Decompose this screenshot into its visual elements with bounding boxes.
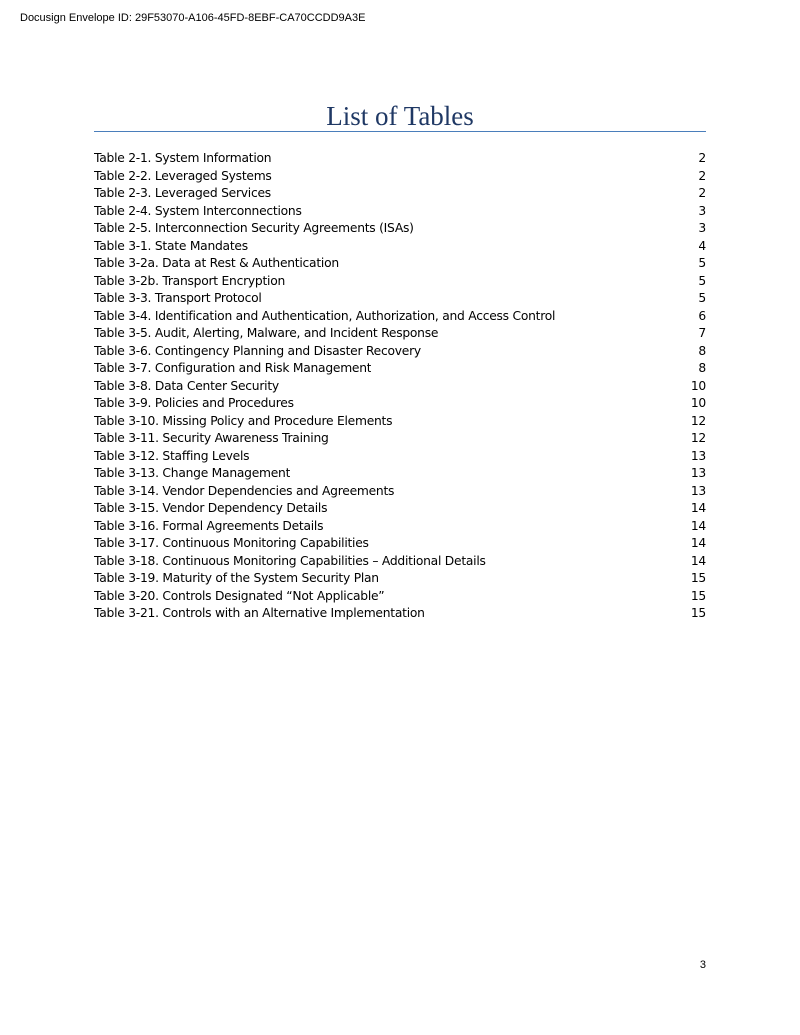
toc-entry[interactable] [94,605,706,623]
toc-entry-page: 13 [690,448,706,463]
toc-entry[interactable] [94,185,706,203]
toc-entry-label: Table 3-16. Formal Agreements Details [94,518,324,533]
toc-entry-label: Table 2-4. System Interconnections [94,203,302,218]
toc-entry[interactable] [94,448,706,466]
toc-entry[interactable] [94,518,706,536]
toc-entry-page: 7 [698,326,706,340]
toc-entry-label: Table 3-4. Identification and Authentication, Authorization, and Access Control [94,308,556,323]
toc-entry-label: Table 3-9. Policies and Procedures [94,396,294,410]
toc-entry-page: 5 [698,256,706,270]
toc-entry-page: 2 [698,151,706,165]
toc-entry[interactable] [94,325,706,343]
toc-entry-page: 15 [690,606,706,620]
toc-entry-label: Table 3-17. Continuous Monitoring Capabilities [94,536,369,550]
toc-entry-page: 15 [690,588,706,603]
toc-entry-page: 4 [698,238,706,253]
toc-entry-label: Table 3-21. Controls with an Alternative Implementation [94,606,425,620]
toc-entry-page: 6 [698,308,706,323]
toc-entry-page: 12 [690,413,706,428]
toc-entry[interactable] [94,413,706,431]
toc-entry-page: 14 [690,501,706,515]
toc-entry-label: Table 3-14. Vendor Dependencies and Agreements [94,483,395,498]
toc-entry-page: 10 [690,396,706,410]
toc-entry-page: 8 [698,343,706,358]
toc-entry-label: Table 3-13. Change Management [94,466,291,480]
toc-entry[interactable] [94,308,706,326]
toc-entry-label: Table 3-2a. Data at Rest & Authentication [94,256,339,270]
toc-entry-label: Table 3-5. Audit, Alerting, Malware, and Incident Response [94,326,439,340]
toc-entry-label: Table 3-3. Transport Protocol [94,291,262,305]
toc-entry-page: 13 [690,483,706,498]
toc-entry-label: Table 3-19. Maturity of the System Security Plan [94,571,379,585]
toc-entry[interactable] [94,588,706,606]
toc-entry[interactable] [94,220,706,238]
toc-entry[interactable] [94,553,706,571]
toc-entry-page: 13 [690,466,706,480]
toc-entry-label: Table 3-8. Data Center Security [94,378,279,393]
toc-entry-label: Table 3-6. Contingency Planning and Disaster Recovery [94,343,421,358]
toc-entry[interactable] [94,273,706,291]
page-number: 3 [699,959,706,971]
toc-entry[interactable] [94,378,706,396]
toc-entry[interactable] [94,290,706,308]
toc-entry[interactable] [94,255,706,273]
toc-entry-page: 5 [698,291,706,305]
toc-entry-page: 2 [698,168,706,183]
toc-entry-label: Table 3-20. Controls Designated “Not Applicable” [94,588,385,603]
toc-entry-label: Table 3-7. Configuration and Risk Management [94,361,372,375]
toc-entry[interactable] [94,360,706,378]
toc-entry-page: 12 [690,431,706,445]
toc-entry-page: 10 [690,378,706,393]
toc-entry-label: Table 2-3. Leveraged Services [94,186,271,200]
toc-entry-page: 3 [698,203,706,218]
page-title: List of Tables [326,101,474,131]
toc-entry-label: Table 3-10. Missing Policy and Procedure Elements [94,413,393,428]
toc-entry-label: Table 3-11. Security Awareness Training [94,431,329,445]
toc-entry-page: 14 [690,536,706,550]
toc-entry-page: 3 [698,221,706,235]
toc-entry-label: Table 2-5. Interconnection Security Agreements (ISAs) [94,221,414,235]
toc-entry[interactable] [94,150,706,168]
list-of-tables [94,150,706,623]
toc-entry[interactable] [94,500,706,518]
title-underline [94,131,706,132]
toc-entry[interactable] [94,483,706,501]
toc-entry[interactable] [94,343,706,361]
toc-entry-label: Table 3-15. Vendor Dependency Details [94,501,328,515]
toc-entry-page: 15 [690,571,706,585]
toc-entry[interactable] [94,238,706,256]
toc-entry-page: 14 [690,553,706,568]
toc-entry-page: 5 [698,273,706,288]
toc-entry-label: Table 2-2. Leveraged Systems [94,168,272,183]
toc-entry-label: Table 3-1. State Mandates [94,238,248,253]
toc-entry[interactable] [94,535,706,553]
envelope-id: Docusign Envelope ID: 29F53070-A106-45FD-8EBF-CA70CCDD9A3E [20,12,366,24]
toc-entry-label: Table 3-18. Continuous Monitoring Capabilities – Additional Details [94,553,486,568]
toc-entry-label: Table 2-1. System Information [94,151,272,165]
toc-entry-label: Table 3-12. Staffing Levels [94,448,250,463]
toc-entry[interactable] [94,203,706,221]
toc-entry-label: Table 3-2b. Transport Encryption [94,273,286,288]
toc-entry[interactable] [94,395,706,413]
toc-entry-page: 8 [698,361,706,375]
toc-entry-page: 2 [698,186,706,200]
toc-entry-page: 14 [690,518,706,533]
toc-entry[interactable] [94,430,706,448]
toc-entry[interactable] [94,168,706,186]
toc-entry[interactable] [94,465,706,483]
toc-entry[interactable] [94,570,706,588]
